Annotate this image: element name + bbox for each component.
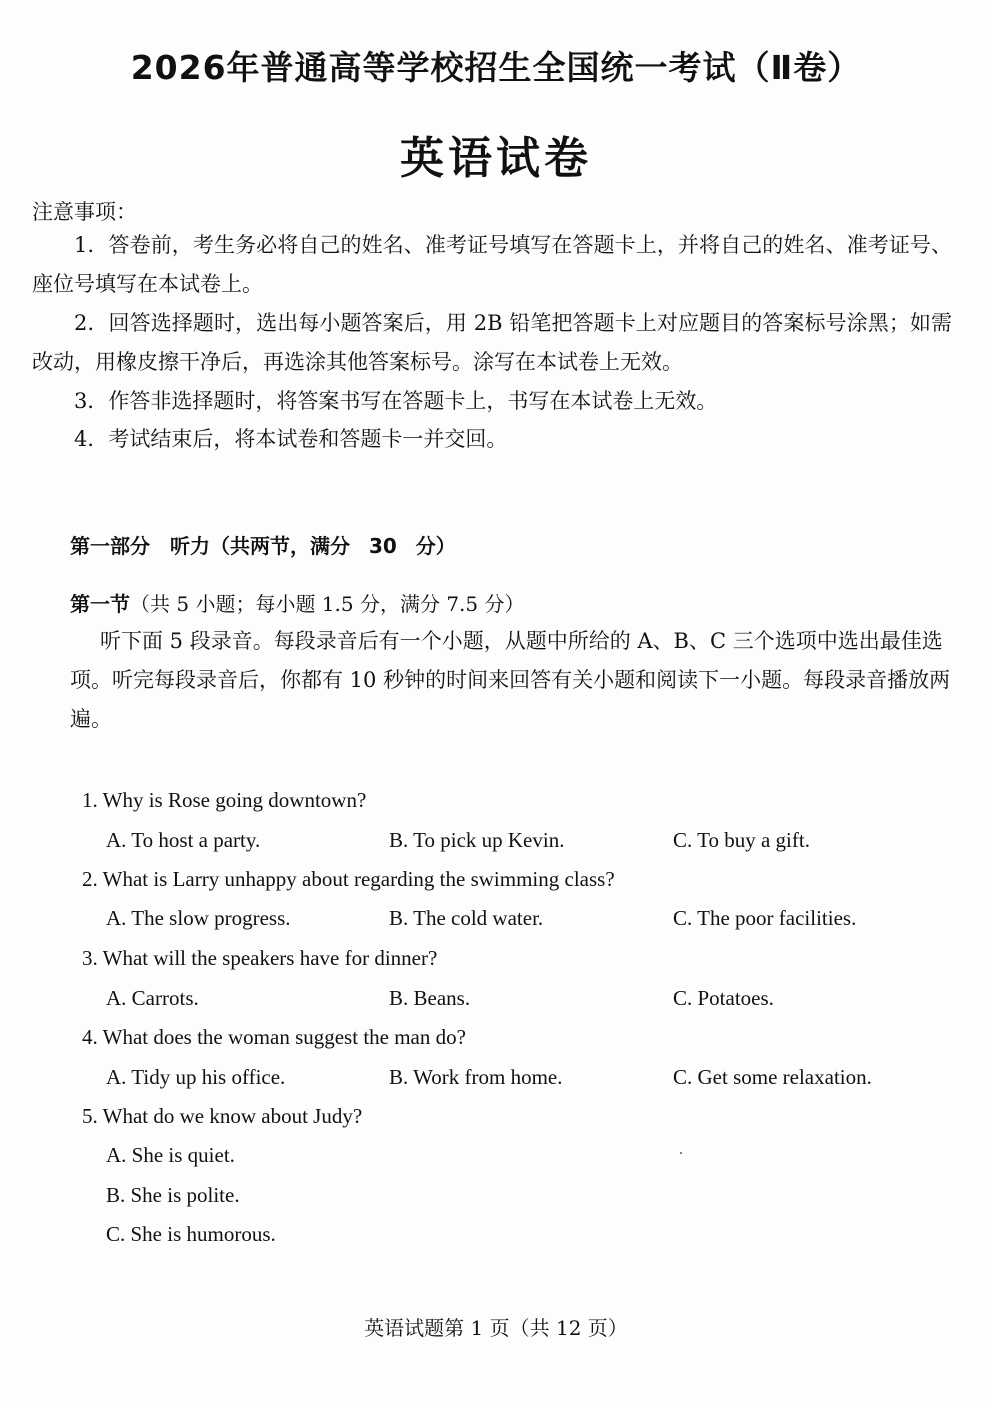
notice-item-3: 3．作答非选择题时，将答案书写在答题卡上，书写在本试卷上无效。 [74, 389, 718, 413]
section-label: 第一节 [70, 592, 130, 616]
question-option: B. The cold water. [389, 906, 544, 930]
question-option: B. To pick up Kevin. [389, 828, 565, 852]
question-stem: 4. What does the woman suggest the man do? [82, 1025, 466, 1049]
question-stem: 5. What do we know about Judy? [82, 1104, 363, 1128]
page-footer: 英语试题第 1 页（共 12 页） [364, 1316, 628, 1340]
scan-speck [680, 1152, 682, 1154]
section-heading [70, 588, 524, 617]
exam-title: 2026年普通高等学校招生全国统一考试（Ⅱ卷） [130, 48, 862, 87]
section-detail: （共 5 小题；每小题 1.5 分，满分 7.5 分） [130, 592, 525, 616]
question-option: A. She is quiet. [106, 1143, 235, 1167]
section-instructions: 听下面 5 段录音。每段录音后有一个小题，从题中所给的 A、B、C 三个选项中选出最佳选项。听完每段录音后，你都有 10 秒钟的时间来回答有关小题和阅读下一小题。每段录音播放两遍。 [70, 629, 951, 731]
notice-heading: 注意事项： [32, 200, 137, 224]
question-option: C. Get some relaxation. [673, 1065, 872, 1089]
question-option: A. The slow progress. [106, 906, 291, 930]
question-option: C. The poor facilities. [673, 906, 857, 930]
notice-item-1: 1．答卷前，考生务必将自己的姓名、准考证号填写在答题卡上，并将自己的姓名、准考证号、座位号填写在本试卷上。 [32, 233, 952, 296]
notice-item-2: 2．回答选择题时，选出每小题答案后，用 2B 铅笔把答题卡上对应题目的答案标号涂黑；如需改动，用橡皮擦干净后，再选涂其他答案标号。涂写在本试卷上无效。 [32, 311, 952, 374]
notice-item-4: 4．考试结束后，将本试卷和答题卡一并交回。 [74, 427, 508, 451]
question-option: A. Tidy up his office. [106, 1065, 286, 1089]
question-stem: 3. What will the speakers have for dinner? [82, 946, 438, 970]
part-heading: 第一部分 听力（共两节，满分 30 分） [70, 534, 456, 558]
question-option: C. To buy a gift. [673, 828, 810, 852]
question-option: B. She is polite. [106, 1183, 240, 1207]
question-option: C. She is humorous. [106, 1222, 276, 1246]
question-option: B. Beans. [389, 986, 471, 1010]
question-option: C. Potatoes. [673, 986, 774, 1010]
subject-title: 英语试卷 [400, 133, 592, 184]
question-option: B. Work from home. [389, 1065, 563, 1089]
question-stem: 2. What is Larry unhappy about regarding the swimming class? [82, 867, 615, 891]
question-option: A. Carrots. [106, 986, 199, 1010]
question-option: A. To host a party. [106, 828, 261, 852]
question-stem: 1. Why is Rose going downtown? [82, 788, 367, 812]
